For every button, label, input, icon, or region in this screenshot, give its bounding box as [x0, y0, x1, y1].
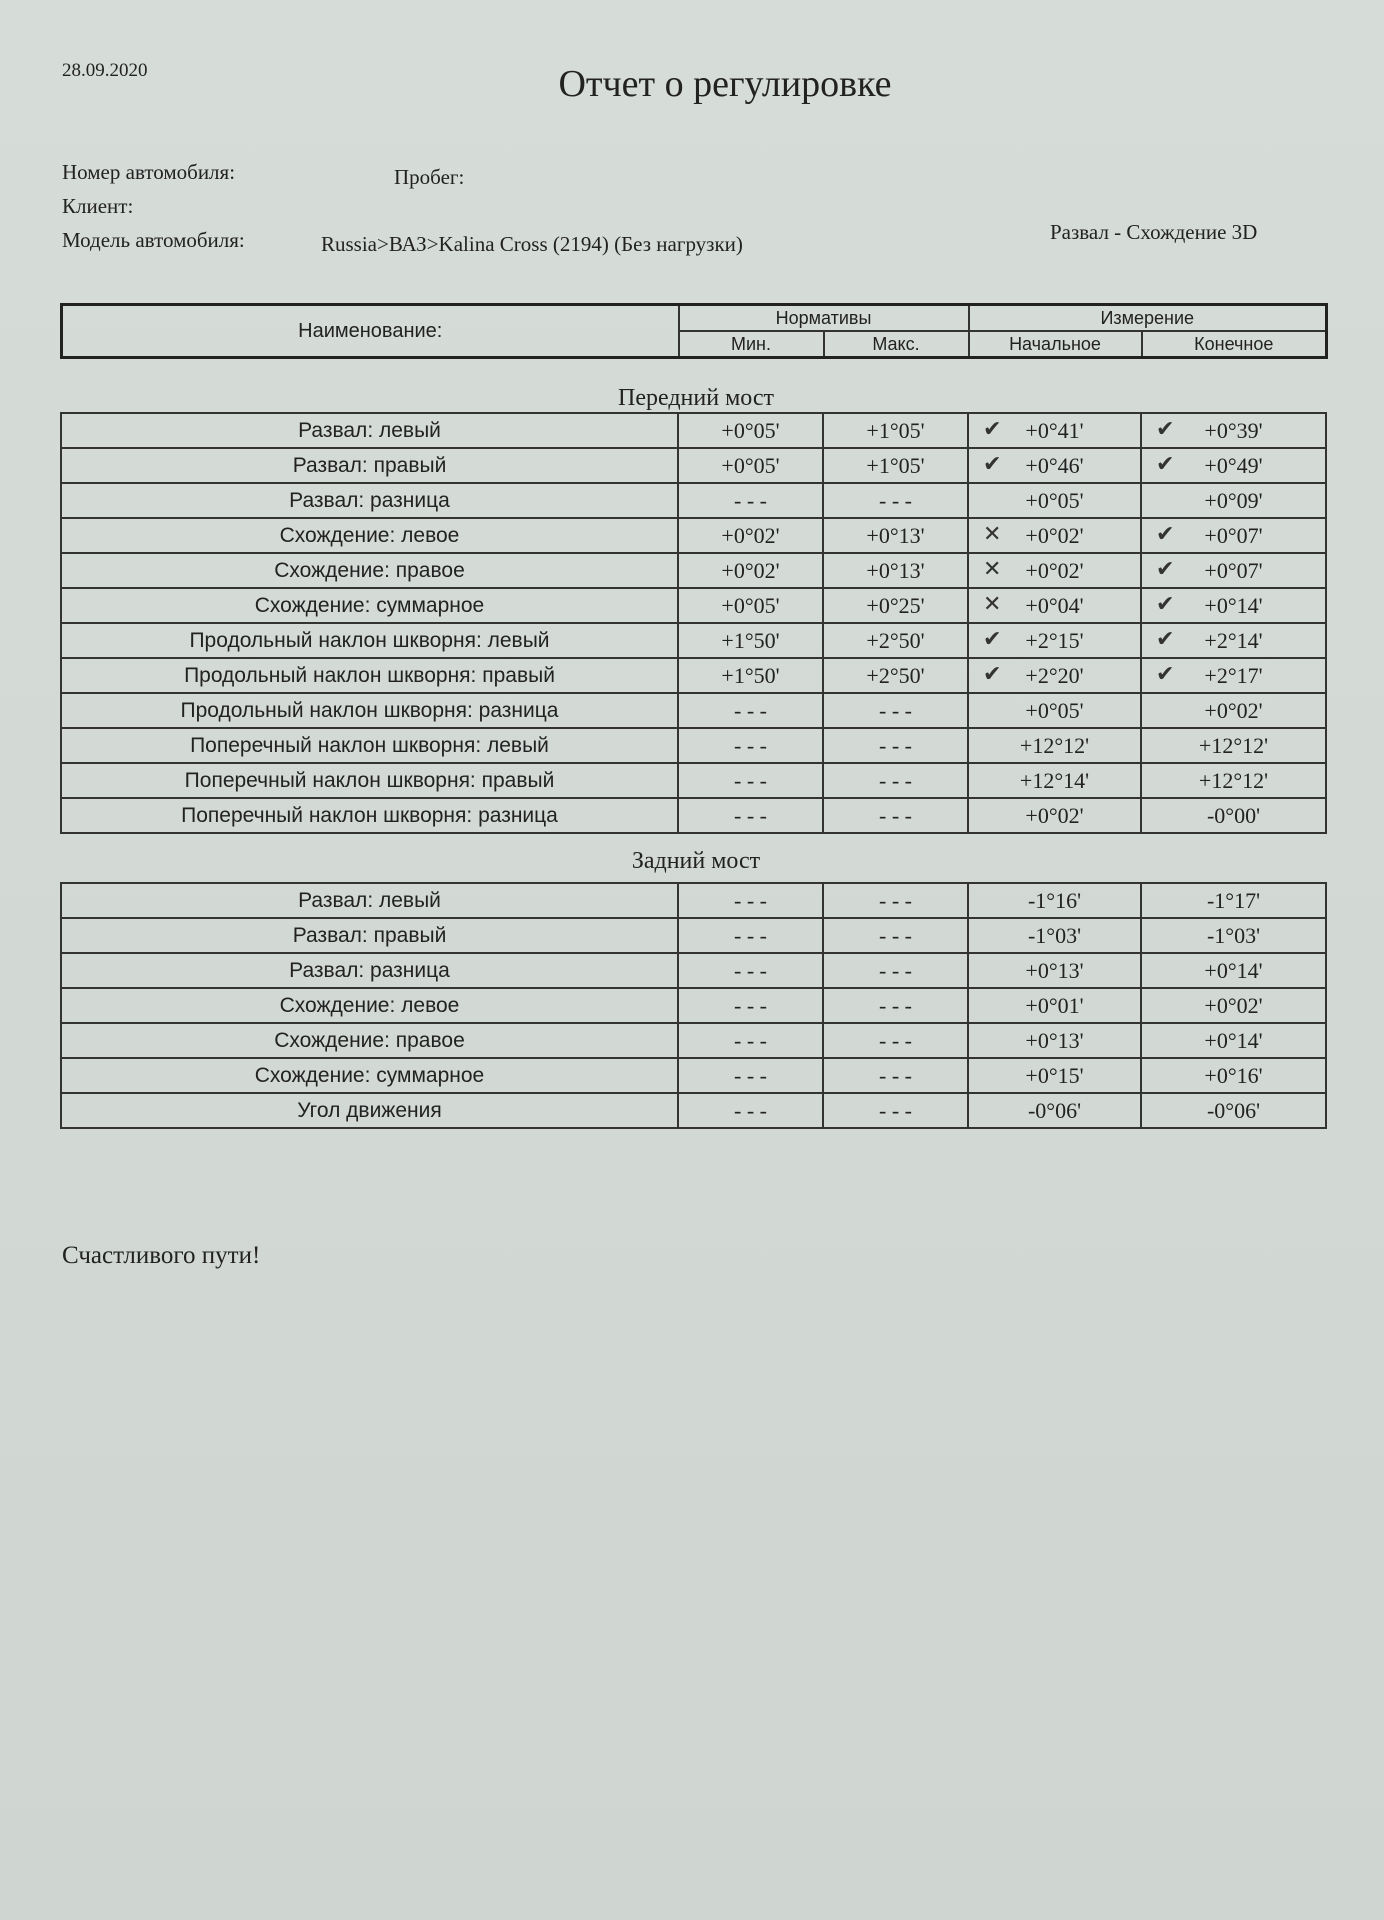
row-max: [823, 1093, 968, 1128]
row-final-text: +12°12': [1198, 767, 1269, 793]
row-name-text: Схождение: правое: [274, 1028, 465, 1052]
row-final-text: +2°14': [1204, 627, 1263, 653]
row-name-text: Схождение: суммарное: [254, 1063, 485, 1087]
row-max-text: - - -: [879, 1062, 912, 1088]
row-max-text: - - -: [879, 487, 912, 513]
header-name: Наименование:: [62, 305, 679, 358]
table-row: [61, 658, 1326, 693]
check-icon: ✔: [1156, 451, 1175, 476]
row-initial-text: +0°01': [1025, 992, 1084, 1018]
row-name: [61, 953, 678, 988]
row-final-text: +0°49': [1204, 452, 1263, 478]
row-min-text: +0°05': [721, 592, 780, 618]
row-max-text: - - -: [879, 1097, 912, 1123]
row-final: [1141, 448, 1326, 483]
row-final: [1141, 1058, 1326, 1093]
row-name-text: Продольный наклон шкворня: разница: [180, 698, 559, 722]
table-row: [61, 918, 1326, 953]
row-initial: [968, 413, 1141, 448]
row-min: [678, 448, 823, 483]
row-final: [1141, 658, 1326, 693]
row-max-text: +1°05': [866, 417, 925, 443]
row-initial: [968, 763, 1141, 798]
farewell-text: Счастливого пути!: [62, 1242, 261, 1269]
row-min: [678, 918, 823, 953]
table-row: [61, 588, 1326, 623]
row-max-text: - - -: [879, 992, 912, 1018]
row-initial: [968, 953, 1141, 988]
header-final: Конечное: [1142, 331, 1327, 358]
row-final: [1141, 623, 1326, 658]
model-value: Russia>ВАЗ>Kalina Cross (2194) (Без нагрузки): [321, 232, 743, 256]
row-max-text: - - -: [879, 957, 912, 983]
row-name-text: Схождение: левое: [279, 523, 460, 547]
row-name: [61, 448, 678, 483]
row-min: [678, 1058, 823, 1093]
row-final-text: +0°14': [1204, 957, 1263, 983]
row-min-text: - - -: [734, 767, 767, 793]
row-name: [61, 1093, 678, 1128]
row-final-text: +0°02': [1204, 992, 1263, 1018]
row-final: [1141, 693, 1326, 728]
row-final: [1141, 918, 1326, 953]
check-icon: ✔: [983, 451, 1002, 476]
cross-icon: ✕: [983, 521, 1002, 546]
row-name: [61, 988, 678, 1023]
row-max-text: - - -: [879, 922, 912, 948]
row-max-text: - - -: [879, 767, 912, 793]
row-initial-text: +0°02': [1025, 522, 1084, 548]
row-initial-text: +0°04': [1025, 592, 1084, 618]
row-min: [678, 483, 823, 518]
row-initial: [968, 693, 1141, 728]
row-min: [678, 623, 823, 658]
row-name-text: Развал: разница: [289, 958, 450, 982]
row-min-text: - - -: [734, 992, 767, 1018]
row-final-text: +0°39': [1204, 417, 1263, 443]
row-name: [61, 1058, 678, 1093]
row-initial-text: +0°02': [1025, 802, 1084, 828]
row-initial-text: +0°15': [1025, 1062, 1084, 1088]
check-icon: ✔: [1156, 556, 1175, 581]
row-name-text: Продольный наклон шкворня: правый: [184, 663, 555, 687]
mode-label: Развал - Схождение 3D: [1050, 220, 1258, 244]
row-min-text: - - -: [734, 1027, 767, 1053]
row-min: [678, 518, 823, 553]
row-final-text: +2°17': [1204, 662, 1263, 688]
row-initial-text: -1°03': [1027, 922, 1082, 948]
row-name-text: Продольный наклон шкворня: левый: [189, 628, 550, 652]
row-max: [823, 953, 968, 988]
row-max-text: +2°50': [866, 662, 925, 688]
row-initial: [968, 518, 1141, 553]
row-max: [823, 553, 968, 588]
row-min-text: - - -: [734, 487, 767, 513]
row-name: [61, 413, 678, 448]
row-min-text: +1°50': [721, 662, 780, 688]
row-name-text: Поперечный наклон шкворня: левый: [190, 733, 549, 757]
row-min-text: - - -: [734, 887, 767, 913]
row-final-text: +0°02': [1204, 697, 1263, 723]
row-final: [1141, 728, 1326, 763]
row-min-text: - - -: [734, 1062, 767, 1088]
table-row: [61, 953, 1326, 988]
row-initial-text: +0°05': [1025, 487, 1084, 513]
row-initial-text: +0°05': [1025, 697, 1084, 723]
row-final-text: +0°14': [1204, 592, 1263, 618]
front-axle-table: [60, 412, 1327, 834]
row-min-text: +0°05': [721, 452, 780, 478]
row-initial: [968, 448, 1141, 483]
table-row: [61, 1093, 1326, 1128]
row-max-text: +2°50': [866, 627, 925, 653]
row-min: [678, 988, 823, 1023]
row-final: [1141, 518, 1326, 553]
header-measurement: Измерение: [969, 305, 1327, 332]
report-title: Отчет о регулировке: [558, 63, 892, 105]
table-row: [61, 728, 1326, 763]
row-min: [678, 553, 823, 588]
row-max-text: - - -: [879, 1027, 912, 1053]
row-max: [823, 693, 968, 728]
row-final-text: +0°09': [1204, 487, 1263, 513]
report-date: 28.09.2020: [62, 60, 148, 81]
row-name-text: Схождение: левое: [279, 993, 460, 1017]
row-final: [1141, 988, 1326, 1023]
table-row: [61, 988, 1326, 1023]
row-final-text: +0°07': [1204, 522, 1263, 548]
check-icon: ✔: [1156, 521, 1175, 546]
row-name: [61, 483, 678, 518]
row-max-text: +1°05': [866, 452, 925, 478]
row-name: [61, 918, 678, 953]
check-icon: ✔: [1156, 591, 1175, 616]
rear-axle-title: Задний мост: [631, 848, 761, 874]
row-initial-text: +12°12': [1019, 732, 1090, 758]
row-min-text: - - -: [734, 697, 767, 723]
row-final-text: -0°00': [1206, 802, 1261, 828]
row-min: [678, 413, 823, 448]
row-initial-text: +0°41': [1025, 417, 1084, 443]
row-max-text: - - -: [879, 802, 912, 828]
header-norms: Нормативы: [679, 305, 969, 332]
row-final-text: +0°16': [1204, 1062, 1263, 1088]
row-initial: [968, 1023, 1141, 1058]
row-max: [823, 763, 968, 798]
header-initial: Начальное: [969, 331, 1142, 358]
row-initial-text: -1°16': [1027, 887, 1082, 913]
row-name: [61, 1023, 678, 1058]
row-initial: [968, 483, 1141, 518]
row-final: [1141, 1093, 1326, 1128]
row-name-text: Поперечный наклон шкворня: разница: [181, 803, 558, 827]
row-initial: [968, 988, 1141, 1023]
table-row: [61, 693, 1326, 728]
row-min: [678, 693, 823, 728]
cross-icon: ✕: [983, 591, 1002, 616]
table-row: [61, 1058, 1326, 1093]
row-final: [1141, 883, 1326, 918]
row-initial-text: +0°13': [1025, 1027, 1084, 1053]
row-final-text: +0°14': [1204, 1027, 1263, 1053]
row-min-text: +0°02': [721, 557, 780, 583]
row-name: [61, 693, 678, 728]
row-name: [61, 883, 678, 918]
row-final-text: -0°06': [1206, 1097, 1261, 1123]
row-initial: [968, 1093, 1141, 1128]
row-name-text: Развал: разница: [289, 488, 450, 512]
row-initial: [968, 588, 1141, 623]
row-min: [678, 658, 823, 693]
row-min: [678, 953, 823, 988]
row-max: [823, 988, 968, 1023]
client-label: Клиент:: [62, 194, 134, 218]
table-row: [61, 798, 1326, 833]
row-max: [823, 448, 968, 483]
header-min: Мин.: [679, 331, 824, 358]
row-final: [1141, 763, 1326, 798]
row-name: [61, 658, 678, 693]
row-final-text: -1°03': [1206, 922, 1261, 948]
row-max-text: +0°13': [866, 522, 925, 548]
table-row: [61, 763, 1326, 798]
table-row: [61, 623, 1326, 658]
row-initial: [968, 798, 1141, 833]
row-initial: [968, 623, 1141, 658]
row-max-text: +0°13': [866, 557, 925, 583]
table-row: [61, 883, 1326, 918]
mileage-label: Пробег:: [394, 165, 465, 189]
row-final-text: +0°07': [1204, 557, 1263, 583]
row-min: [678, 728, 823, 763]
header-max: Макс.: [824, 331, 969, 358]
row-max-text: - - -: [879, 887, 912, 913]
row-initial-text: +0°46': [1025, 452, 1084, 478]
row-max: [823, 883, 968, 918]
row-initial: [968, 918, 1141, 953]
row-final: [1141, 1023, 1326, 1058]
row-max: [823, 413, 968, 448]
row-max: [823, 728, 968, 763]
row-max: [823, 1058, 968, 1093]
table-row: [61, 553, 1326, 588]
row-min-text: - - -: [734, 957, 767, 983]
row-name: [61, 728, 678, 763]
row-max: [823, 588, 968, 623]
table-row: [61, 518, 1326, 553]
header-table: [60, 303, 1328, 359]
row-final: [1141, 953, 1326, 988]
row-final-text: +12°12': [1198, 732, 1269, 758]
cross-icon: ✕: [983, 556, 1002, 581]
row-initial-text: +0°13': [1025, 957, 1084, 983]
row-final-text: -1°17': [1206, 887, 1261, 913]
row-min: [678, 1093, 823, 1128]
row-name: [61, 553, 678, 588]
row-name: [61, 798, 678, 833]
row-min: [678, 883, 823, 918]
check-icon: ✔: [983, 626, 1002, 651]
table-row: [61, 413, 1326, 448]
row-min-text: +0°05': [721, 417, 780, 443]
row-min-text: +0°02': [721, 522, 780, 548]
row-name-text: Развал: левый: [298, 418, 441, 442]
row-final: [1141, 588, 1326, 623]
row-min-text: - - -: [734, 732, 767, 758]
row-min-text: - - -: [734, 802, 767, 828]
car-number-label: Номер автомобиля:: [62, 160, 236, 184]
row-min-text: - - -: [734, 1097, 767, 1123]
row-name-text: Схождение: правое: [274, 558, 465, 582]
check-icon: ✔: [1156, 661, 1175, 686]
row-initial-text: +12°14': [1019, 767, 1090, 793]
row-max: [823, 623, 968, 658]
row-name: [61, 623, 678, 658]
row-final: [1141, 553, 1326, 588]
row-min: [678, 1023, 823, 1058]
row-max: [823, 658, 968, 693]
row-name-text: Поперечный наклон шкворня: правый: [184, 768, 555, 792]
check-icon: ✔: [983, 416, 1002, 441]
row-max-text: - - -: [879, 732, 912, 758]
table-row: [61, 1023, 1326, 1058]
row-name-text: Угол движения: [297, 1098, 442, 1122]
row-initial: [968, 728, 1141, 763]
model-label: Модель автомобиля:: [62, 228, 245, 252]
row-initial: [968, 553, 1141, 588]
row-name: [61, 763, 678, 798]
row-min: [678, 798, 823, 833]
check-icon: ✔: [1156, 416, 1175, 441]
row-max: [823, 918, 968, 953]
row-name: [61, 588, 678, 623]
row-max: [823, 483, 968, 518]
row-name-text: Развал: правый: [292, 453, 447, 477]
check-icon: ✔: [983, 661, 1002, 686]
row-min: [678, 588, 823, 623]
table-row: [61, 448, 1326, 483]
row-max: [823, 1023, 968, 1058]
table-row: [61, 483, 1326, 518]
row-initial: [968, 883, 1141, 918]
row-name: [61, 518, 678, 553]
row-max: [823, 518, 968, 553]
row-initial: [968, 1058, 1141, 1093]
row-initial-text: +0°02': [1025, 557, 1084, 583]
row-max-text: - - -: [879, 697, 912, 723]
row-max-text: +0°25': [866, 592, 925, 618]
check-icon: ✔: [1156, 626, 1175, 651]
row-final: [1141, 798, 1326, 833]
row-min: [678, 763, 823, 798]
row-name-text: Развал: левый: [298, 888, 441, 912]
row-initial-text: +2°15': [1025, 627, 1084, 653]
row-name-text: Схождение: суммарное: [254, 593, 485, 617]
row-initial-text: -0°06': [1027, 1097, 1082, 1123]
row-initial-text: +2°20': [1025, 662, 1084, 688]
row-initial: [968, 658, 1141, 693]
rear-axle-table: [60, 882, 1327, 1129]
row-min-text: - - -: [734, 922, 767, 948]
row-min-text: +1°50': [721, 627, 780, 653]
row-max: [823, 798, 968, 833]
row-final: [1141, 413, 1326, 448]
row-name-text: Развал: правый: [292, 923, 447, 947]
row-final: [1141, 483, 1326, 518]
front-axle-title: Передний мост: [618, 385, 774, 411]
